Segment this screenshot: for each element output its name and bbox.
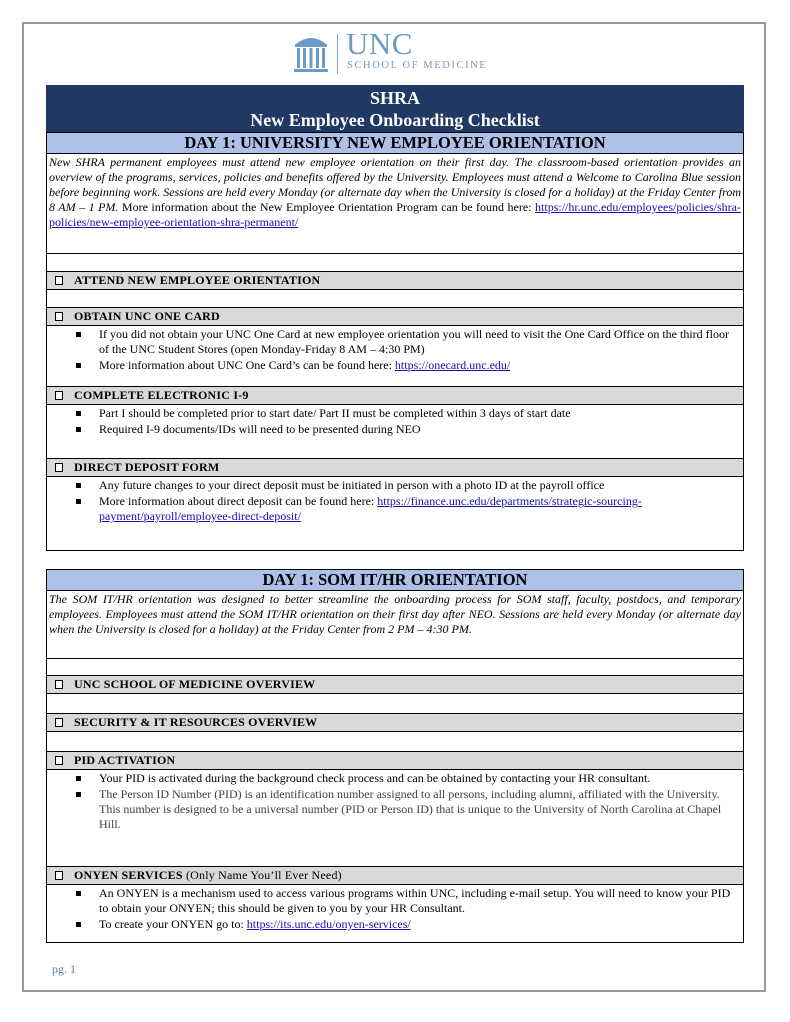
checkbox-icon[interactable] <box>55 756 63 765</box>
bullet-text: To create your ONYEN go to: <box>99 917 247 931</box>
section-som-orientation <box>46 569 744 943</box>
checkbox-icon[interactable] <box>55 312 63 321</box>
checklist-item-som-overview[interactable] <box>47 675 743 694</box>
bullet-item: The Person ID Number (PID) is an identification number assigned to all persons, including alumni, affiliated with the University. This number is designed to be a universal number (PID or Person ID) that is unique to the University of North Carolina at Chapel Hill. <box>99 787 733 832</box>
i9-bullets <box>47 406 743 458</box>
title-line-2: New Employee Onboarding Checklist <box>250 110 540 130</box>
item-label: UNC SCHOOL OF MEDICINE OVERVIEW <box>74 677 316 691</box>
section-university-orientation <box>46 132 744 551</box>
item-note: (Only Name You’ll Ever Need) <box>182 868 342 882</box>
old-well-icon <box>293 32 329 76</box>
bullet-item <box>99 917 733 932</box>
checklist-item-attend-neo[interactable] <box>47 271 743 290</box>
item-label: ATTEND NEW EMPLOYEE ORIENTATION <box>74 273 321 287</box>
checkbox-icon[interactable] <box>55 276 63 285</box>
spacer-row <box>47 253 743 271</box>
checklist-item-one-card[interactable] <box>47 307 743 326</box>
checkbox-icon[interactable] <box>55 463 63 472</box>
intro-normal-text: More information about the New Employee Orientation Program can be found here: <box>118 200 536 214</box>
spacer-row <box>47 290 743 307</box>
bullet-text: More information about direct deposit can be found here: <box>99 494 378 508</box>
direct-deposit-link[interactable]: https://finance.unc.edu/departments/strategic-sourcing-payment/payroll/employee-direct-deposit/ <box>99 494 642 523</box>
logo-wordmark: UNC <box>346 26 413 61</box>
item-label: PID ACTIVATION <box>74 753 176 767</box>
bullet-item: Any future changes to your direct deposit must be initiated in person with a photo ID at the payroll office <box>99 478 733 493</box>
logo-subtitle: SCHOOL OF MEDICINE <box>347 60 488 71</box>
spacer-row <box>47 694 743 713</box>
checkbox-icon[interactable] <box>55 871 63 880</box>
onyen-link[interactable]: https://its.unc.edu/onyen-services/ <box>246 917 411 931</box>
onyen-bullets <box>47 886 743 932</box>
onecard-link[interactable]: https://onecard.unc.edu/ <box>394 358 511 372</box>
checklist-item-security-it[interactable] <box>47 713 743 732</box>
item-label: SECURITY & IT RESOURCES OVERVIEW <box>74 715 318 729</box>
checklist-item-onyen[interactable] <box>47 866 743 885</box>
bullet-text: More information about UNC One Card’s can be found here: <box>99 358 395 372</box>
item-label: ONYEN SERVICES <box>74 868 183 882</box>
section-intro <box>47 591 743 658</box>
checklist-item-i9[interactable] <box>47 386 743 405</box>
checklist-item-pid[interactable] <box>47 751 743 770</box>
bullet-item: Required I-9 documents/IDs will need to be presented during NEO <box>99 422 733 437</box>
one-card-bullets <box>47 327 743 386</box>
checkbox-icon[interactable] <box>55 391 63 400</box>
item-label: OBTAIN UNC ONE CARD <box>74 309 220 323</box>
title-line-1: SHRA <box>369 88 420 108</box>
spacer-row <box>47 732 743 751</box>
logo-divider <box>337 34 338 74</box>
unc-logo <box>293 26 503 80</box>
spacer-row <box>47 658 743 675</box>
item-label: DIRECT DEPOSIT FORM <box>74 460 220 474</box>
bullet-item: If you did not obtain your UNC One Card at new employee orientation you will need to visit the One Card Office on the third floor of the UNC Student Stores (open Monday-Friday 8 AM – 4:30 PM) <box>99 327 733 357</box>
bullet-item <box>99 358 733 373</box>
checklist-item-direct-deposit[interactable] <box>47 458 743 477</box>
bullet-item: An ONYEN is a mechanism used to access various programs within UNC, including e-mail setup. You will need to know your PID to obtain your ONYEN; this should be given to you by your HR Consultant. <box>99 886 733 916</box>
item-label: COMPLETE ELECTRONIC I-9 <box>74 388 249 402</box>
intro-italic-text: New SHRA permanent employees must attend new employee orientation on their first day. The classroom-based orientation provides an overview of the programs, services, policies and benefits offered by the University. Employees must attend a Welcome to Carolina Blue session before beginning work. Sessions are held every Monday (or alternate day when the University is closed for a holiday) at the Friday Center from 8 AM – 1 PM. <box>49 155 741 214</box>
document-title <box>46 85 744 132</box>
page-number: pg. 1 <box>52 962 76 976</box>
direct-deposit-bullets <box>47 478 743 524</box>
intro-italic-text: The SOM IT/HR orientation was designed to better streamline the onboarding process for SOM staff, faculty, postdocs, and temporary employees. Employees must attend the SOM IT/HR orientation on their first day after NEO. Sessions are held every Monday (or alternate day when the University is closed for a holiday) at the Friday Center from 2 PM – 4:30 PM. <box>49 592 741 636</box>
bullet-item: Part I should be completed prior to start date/ Part II must be completed within 3 days of start date <box>99 406 733 421</box>
checkbox-icon[interactable] <box>55 718 63 727</box>
checkbox-icon[interactable] <box>55 680 63 689</box>
section-intro <box>47 154 743 253</box>
pid-bullets <box>47 771 743 866</box>
bullet-item <box>99 494 733 524</box>
section-heading: DAY 1: UNIVERSITY NEW EMPLOYEE ORIENTATION <box>47 133 743 154</box>
bullet-item: Your PID is activated during the background check process and can be obtained by contacting your HR consultant. <box>99 771 733 786</box>
section-heading: DAY 1: SOM IT/HR ORIENTATION <box>47 570 743 591</box>
neo-program-link[interactable]: https://hr.unc.edu/employees/policies/shra-policies/new-employee-orientation-shra-permanent/ <box>49 200 741 229</box>
